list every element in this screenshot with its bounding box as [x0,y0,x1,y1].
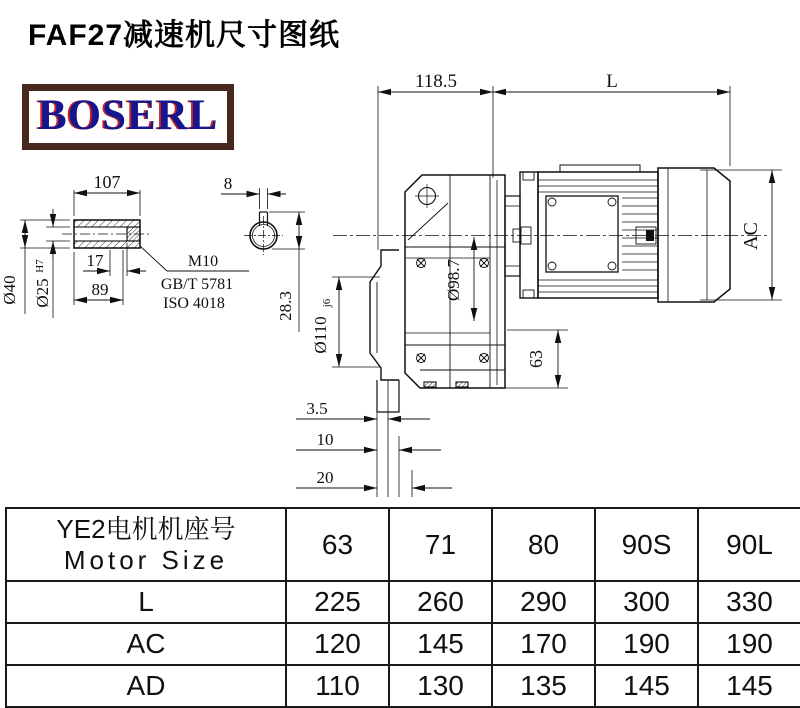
boserl-logo-text: BOSERL [38,92,219,139]
output-flange [370,250,399,380]
shaft-detail [0,172,249,318]
motor-lifting-strip [560,165,640,172]
dim-d110-tolerance-label: j6 [321,298,333,308]
header-size-71: 71 [389,508,492,581]
row-L-value: 225 [286,581,389,623]
dim-d987-label: Ø98.7 [444,258,463,302]
gbt-standard-label: GB/T 5781 [160,276,234,293]
header-size-63: 63 [286,508,389,581]
dim-20-label: 20 [316,468,334,487]
dim-283-label: 28.3 [276,291,295,321]
motor-size-table [5,507,800,708]
row-AC-label: AC [6,623,286,665]
header-size-80: 80 [492,508,595,581]
thread-spec-label: M10 [187,253,219,270]
dim-d25-label: Ø25 [33,278,52,308]
motor-panel-screws [548,198,616,270]
row-L-label: L [6,581,286,623]
shaft-hatch-top [74,220,140,227]
page-title: FAF27减速机尺寸图纸 [28,19,341,52]
shaft-hatch-bottom [74,241,140,248]
gearbox-foot-right [456,382,468,387]
row-L-value: 330 [698,581,800,623]
row-AD-value: 110 [286,665,389,707]
dim-35-label: 3.5 [306,399,328,418]
gearbox-foot-left [424,382,436,387]
dim-L-label: L [606,71,618,92]
table-header-row [6,508,800,581]
row-AC-value: 120 [286,623,389,665]
header-motor-size-en: Motor Size [63,544,229,575]
row-L-value: 290 [492,581,595,623]
row-AD-label: AD [6,665,286,707]
table-row-AD [6,665,800,707]
dim-d110-label: Ø110 [311,316,330,354]
main-view [296,71,782,497]
table-row-AC [6,623,800,665]
row-AC-value: 190 [698,623,800,665]
dim-89-label: 89 [91,280,109,299]
header-size-90L: 90L [698,508,800,581]
row-L-value: 260 [389,581,492,623]
row-AC-value: 145 [389,623,492,665]
dim-d25-tolerance-label: H7 [34,259,46,273]
dim-8-label: 8 [223,174,233,193]
row-AC-value: 190 [595,623,698,665]
fan-cover [658,168,730,302]
motor-adapter [505,196,520,276]
dim-d40-label: Ø40 [0,275,19,305]
row-AC-value: 170 [492,623,595,665]
dim-10-label: 10 [316,430,334,449]
table-row-L [6,581,800,623]
dim-63-label: 63 [526,350,546,368]
row-AD-value: 145 [595,665,698,707]
row-AD-value: 130 [389,665,492,707]
motor-panel [546,196,618,272]
header-motor-size-cell [6,508,286,581]
motor-fins [538,180,658,292]
bore-section-detail [221,174,305,332]
motor-flange [520,172,538,298]
row-AD-value: 135 [492,665,595,707]
header-motor-size-cn: YE2电机机座号 [56,513,236,544]
header-size-90S: 90S [595,508,698,581]
iso-standard-label: ISO 4018 [163,295,225,312]
row-L-value: 300 [595,581,698,623]
dim-AC-label: AC [740,222,762,250]
dim-1185-label: 118.5 [414,71,458,92]
dim-17-label: 17 [86,251,104,270]
motor-body [538,172,658,298]
row-AD-value: 145 [698,665,800,707]
dim-107-label: 107 [93,172,121,192]
